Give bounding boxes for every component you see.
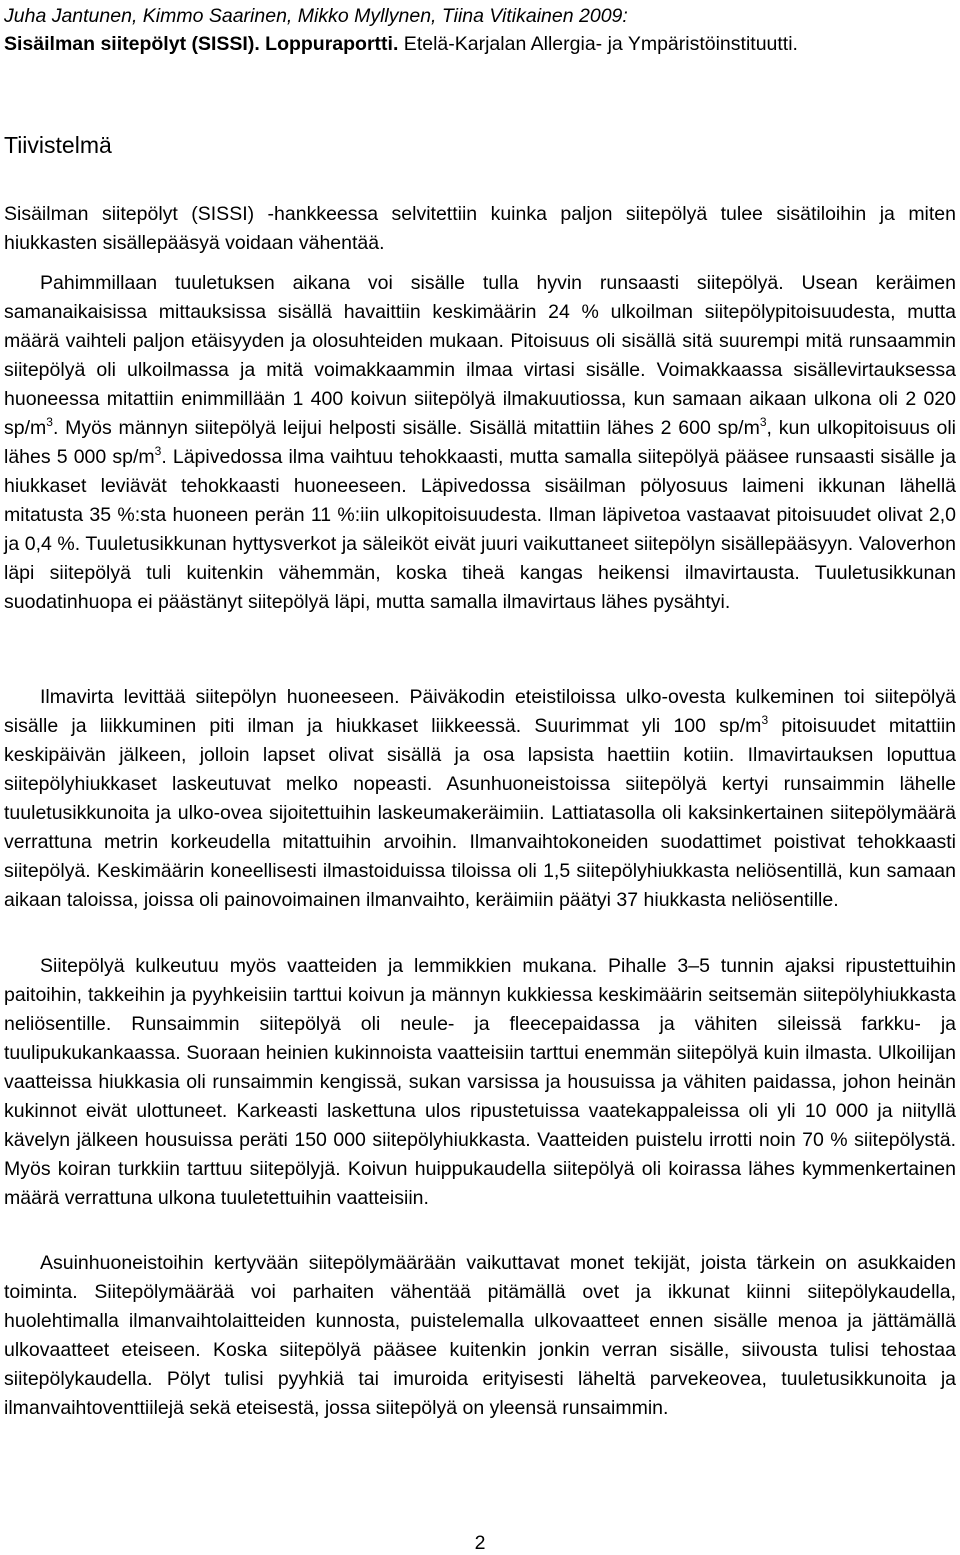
- superscript: 3: [46, 414, 53, 429]
- paragraph-reduction: Asuinhuoneistoihin kertyvään siitepölymäärään vaikuttavat monet tekijät, joista tärkein on asukkaiden toiminta. Siitepölymäärää voi parhaiten vähentää pitämällä ovet ja ikkunat kiinni siitepölykaudella, huolehtimalla ilmanvaihtolaitteiden kunnosta, puistelemalla ulkovaatteet ennen sisälle menoa ja jättämällä ulkovaatteet eteiseen. Koska siitepölyä pääsee kuitenkin jonkin verran sisälle, siivousta tulisi tehostaa siitepölykaudella. Pölyt tulisi pyyhkiä tai imuroida erityisesti läheltä parvekeovea, tuuletusikkunoita ja ilmanvaihtoventtiilejä sekä eteisestä, jossa siitepölyä on yleensä runsaimmin.: [4, 1252, 956, 1419]
- paragraph-clothing: Siitepölyä kulkeutuu myös vaatteiden ja lemmikkien mukana. Pihalle 3–5 tunnin ajaksi ripustettuihin paitoihin, takkeihin ja pyyhkeisiin tarttui koivun ja männyn kukkiessa keskimäärin seitsemän siitepölyhiukkasta neliösentille. Runsaimmin siitepölyä oli neule- ja fleecepaidassa ja vähiten sileissä farkku- ja tuulipukukankaassa. Suoraan heinien kukinnoista vaatteisiin tarttui enemmän siitepölyä kuin ilmasta. Ulkoilijan vaatteissa hiukkasia oli runsaimmin kengissä, sukan varsissa ja housuissa ja vähiten paidassa, johon heinän kukinnot eivät ulottuneet. Karkeasti laskettuna ulos ripustetuissa vaatekappaleissa oli yli 10 000 ja niityllä kävelyn jälkeen housuissa peräti 150 000 siitepölyhiukkasta. Vaatteiden puistelu irrotti noin 70 % siitepölystä. Myös koiran turkkiin tarttuu siitepölyjä. Koivun huippukaudella siitepölyä oli koirassa lähes kymmenkertainen määrä verrattuna ulkona tuuletettuihin vaatteisiin.: [4, 955, 956, 1209]
- paragraph-airflow: [4, 683, 956, 915]
- text-run: . Läpivedossa ilma vaihtuu tehokkaasti, mutta samalla siitepölyä pääsee runsaasti sisälle ja hiukkaset leviävät tehokkaasti huoneeseen. Läpivedossa sisäilman pölyosuus laimeni ikkunan lähellä mitatusta 35 %:sta huoneen perän 11 %:iin ulkopitoisuudesta. Ilman läpivetoa vastaavat pitoisuudet olivat 2,0 ja 0,4 %. Tuuletusikkunan hyttysverkot ja säleiköt eivät juuri vaikuttaneet siitepölyn sisällepääsyyn. Valoverhon läpi siitepölyä tuli kuitenkin vähemmän, koska tiheä kangas heikensi ilmavirtausta. Tuuletusikkunan suodatinhuopa ei päästänyt siitepölyä läpi, mutta samalla ilmavirtaus lähes pysähtyi.: [4, 446, 956, 613]
- text-run: Pahimmillaan tuuletuksen aikana voi sisälle tulla hyvin runsaasti siitepölyä. Usean keräimen samanaikaisissa mittauksissa sisällä havaittiin keskimäärin 24 % ulkoilman siitepölypitoisuudesta, mutta määrä vaihteli paljon etäisyyden ja olosuhteiden mukaan. Pitoisuus oli sisällä sitä suurempi mitä runsaammin siitepölyä oli ulkoilmassa ja mitä voimakkaammin ilmaa virtasi sisälle. Voimakkaassa sisällevirtauksessa huoneessa mitattiin enimmillään 1 400 koivun siitepölyä ilmakuutiossa, kun samaan aikaan ulkona oli 2 020 sp/m: [4, 272, 956, 439]
- superscript: 3: [761, 712, 769, 727]
- text-run: , kun ulkopitoisuus oli lähes 5 000 sp/m: [4, 417, 957, 468]
- citation-title-line: [4, 30, 956, 58]
- citation-publisher: Etelä-Karjalan Allergia- ja Ympäristöinstituutti.: [398, 33, 798, 55]
- text-run: Ilmavirta levittää siitepölyn huoneeseen. Päiväkodin eteistiloissa ulko-ovesta kulkeminen toi siitepölyä sisälle ja liikkuminen piti ilman ja hiukkaset liikkeessä. Suurimmat yli 100 sp/m: [4, 686, 956, 737]
- text-run: . Myös männyn siitepölyä leijui helposti sisälle. Sisällä mitattiin lähes 2 600 sp/m: [52, 417, 760, 439]
- paragraph-intro: Sisäilman siitepölyt (SISSI) -hankkeessa selvitettiin kuinka paljon siitepölyä tulee sisätiloihin ja miten hiukkasten sisällepääsyä voidaan vähentää.: [4, 203, 956, 254]
- superscript: 3: [759, 414, 767, 429]
- section-heading: Tiivistelmä: [4, 132, 112, 158]
- page-number: 2: [474, 1532, 486, 1554]
- superscript: 3: [154, 443, 162, 458]
- paragraph-ventilation: [4, 269, 956, 617]
- text-run: pitoisuudet mitattiin keskipäivän jälkeen, jolloin lapset olivat sisällä ja osa lapsista haettiin kotiin. Ilmavirtauksen loputtua siitepölyhiukkaset laskeutuvat melko nopeasti. Asunhuoneistoissa siitepölyä kertyi runsaimmin lähelle tuuletusikkunoita ja ulko-ovea sijoitettuihin laskeumakeräimiin. Lattiatasolla oli kaksinkertainen siitepölymäärä verrattuna metrin korkeudella mitattuihin arvoihin. Ilmanvaihtokoneiden suodattimet poistivat tehokkaasti siitepölyä. Keskimäärin koneellisesti ilmastoiduissa tiloissa oli 1,5 siitepölyhiukkasta neliösentillä, kun samaan aikaan taloissa, joissa oli painovoimainen ilmanvaihto, keräimiin päätyi 37 hiukkasta neliösentille.: [4, 715, 957, 911]
- citation-block: [4, 2, 956, 58]
- citation-title: Sisäilman siitepölyt (SISSI). Loppuraportti.: [4, 33, 399, 55]
- citation-authors: Juha Jantunen, Kimmo Saarinen, Mikko Myllynen, Tiina Vitikainen 2009:: [4, 5, 628, 27]
